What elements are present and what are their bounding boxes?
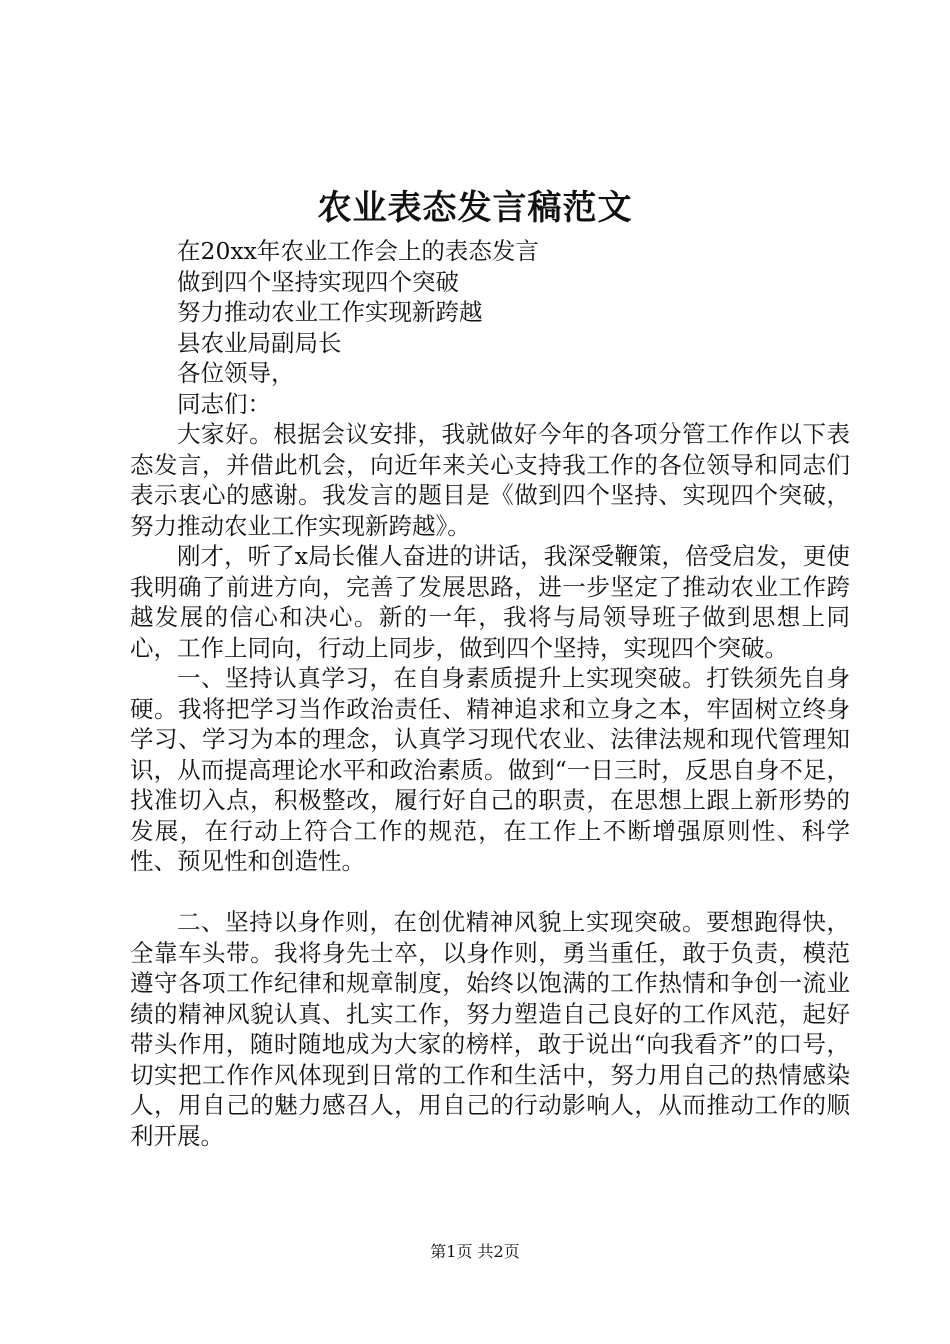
subtitle-line: 努力推动农业工作实现新跨越	[177, 298, 483, 326]
subtitle-line: 在20xx年农业工作会上的表态发言	[177, 237, 539, 265]
speaker-line: 县农业局副局长	[177, 328, 342, 357]
body-paragraph: 一、坚持认真学习，在自身素质提升上实现突破。打铁须先自身硬。我将把学习当作政治责任、精神追求和立身之本，牢固树立终身学习、学习为本的理念，认真学习现代农业、法律法规和现代管理知识，从而提高理论水平和政治素质。做到“一日三时，反思自身不足，找准切入点，积极整改，履行好自己的职责，在思想上跟上新形势的发展，在行动上符合工作的规范，在工作上不断增强原则性、科学性、预见性和创造性。	[130, 664, 850, 875]
body-paragraph: 二、坚持以身作则，在创优精神风貌上实现突破。要想跑得快，全靠车头带。我将身先士卒，以身作则，勇当重任，敢于负责，模范遵守各项工作纪律和规章制度，始终以饱满的工作热情和争创一流业绩的精神风貌认真、扎实工作，努力塑造自己良好的工作风范，起好带头作用，随时随地成为大家的榜样，敢于说出“向我看齐”的口号，切实把工作作风体现到日常的工作和生活中，努力用自己的热情感染人，用自己的魅力感召人，用自己的行动影响人，从而推动工作的顺利开展。	[130, 908, 850, 1150]
subtitle-line: 做到四个坚持实现四个突破	[177, 267, 459, 296]
document-title: 农业表态发言稿范文	[317, 188, 633, 228]
body-paragraph: 大家好。根据会议安排，我就做好今年的各项分管工作作以下表态发言，并借此机会，向近年来关心支持我工作的各位领导和同志们表示衷心的感谢。我发言的题目是《做到四个坚持、实现四个突破，努力推动农业工作实现新跨越》。	[130, 420, 850, 540]
body-paragraph: 刚才，听了x局长催人奋进的讲话，我深受鞭策，倍受启发，更使我明确了前进方向，完善了发展思路，进一步坚定了推动农业工作跨越发展的信心和决心。新的一年，我将与局领导班子做到思想上同心，工作上同向，行动上同步，做到四个坚持，实现四个突破。	[130, 542, 850, 662]
page-footer: 第1页 共2页	[430, 1242, 520, 1261]
salutation-line: 同志们：	[177, 389, 271, 418]
salutation-line: 各位领导，	[177, 359, 295, 387]
document-body	[130, 236, 850, 1151]
